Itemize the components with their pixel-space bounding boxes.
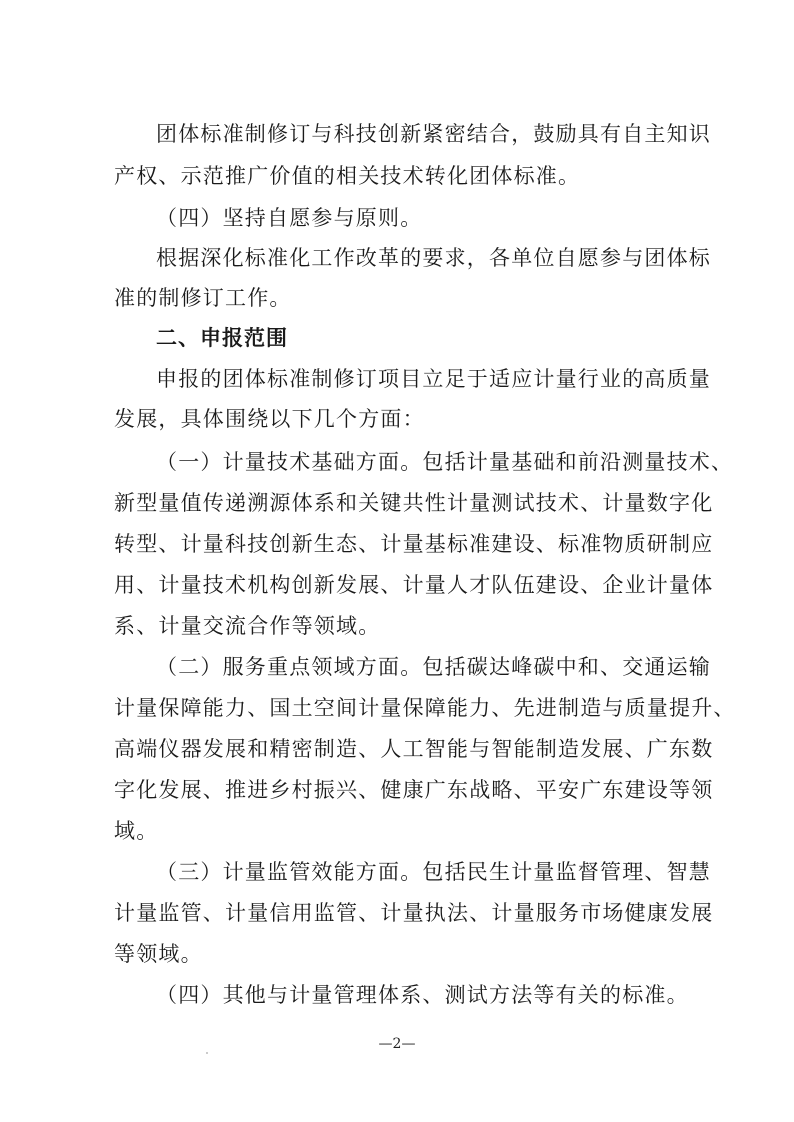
paragraph-line: 转型、计量科技创新生态、计量基标准建设、标准物质研制应 (114, 532, 714, 556)
paragraph-line: 团体标准制修订与科技创新紧密结合，鼓励具有自主知识 (156, 122, 711, 146)
scan-speck (206, 1052, 208, 1054)
section-heading: 二、申报范围 (156, 326, 288, 350)
paragraph-line: 等领域。 (114, 942, 203, 966)
page-number: —2— (378, 1036, 416, 1052)
paragraph-line: 字化发展、推进乡村振兴、健康广东战略、平安广东建设等领 (114, 778, 714, 802)
paragraph-line: 申报的团体标准制修订项目立足于适应计量行业的高质量 (156, 367, 711, 391)
paragraph-line: 产权、示范推广价值的相关技术转化团体标准。 (114, 164, 581, 188)
paragraph-line: 用、计量技术机构创新发展、计量人才队伍建设、企业计量体 (114, 573, 714, 597)
paragraph-line: 新型量值传递溯源体系和关键共性计量测试技术、计量数字化 (114, 491, 714, 515)
paragraph-line: 根据深化标准化工作改革的要求，各单位自愿参与团体标 (156, 246, 711, 270)
paragraph-line: 计量监管、计量信用监管、计量执法、计量服务市场健康发展 (114, 901, 714, 925)
paragraph-line: （四）其他与计量管理体系、测试方法等有关的标准。 (156, 983, 689, 1007)
paragraph-line: 系、计量交流合作等领域。 (114, 614, 381, 638)
paragraph-line: 发展，具体围绕以下几个方面： (114, 407, 425, 431)
paragraph-line: （三）计量监管效能方面。包括民生计量监督管理、智慧 (156, 860, 711, 884)
paragraph-line: 计量保障能力、国土空间计量保障能力、先进制造与质量提升、 (114, 696, 736, 720)
paragraph-line: 高端仪器发展和精密制造、人工智能与智能制造发展、广东数 (114, 737, 714, 761)
paragraph-line: 域。 (114, 819, 159, 843)
section-subheading: （四）坚持自愿参与原则。 (156, 206, 423, 230)
paragraph-line: 准的制修订工作。 (114, 286, 292, 310)
paragraph-line: （一）计量技术基础方面。包括计量基础和前沿测量技术、 (156, 450, 734, 474)
paragraph-line: （二）服务重点领域方面。包括碳达峰碳中和、交通运输 (156, 655, 711, 679)
